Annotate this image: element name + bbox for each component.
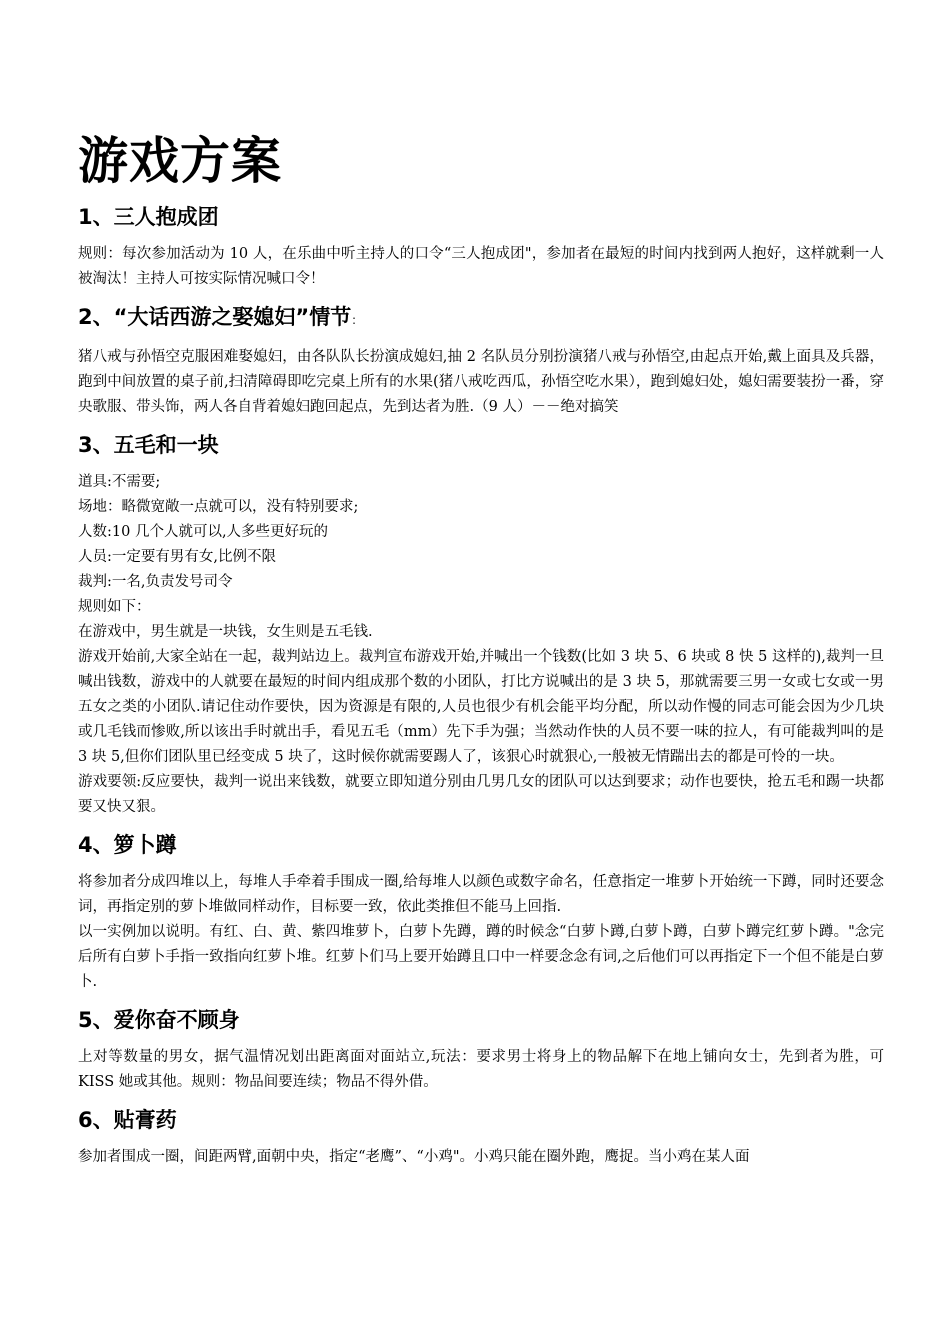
section-3 bbox=[78, 430, 884, 820]
sections-container bbox=[78, 202, 884, 1170]
section-heading bbox=[78, 430, 884, 460]
document-title: 游戏方案 bbox=[78, 132, 282, 190]
section-heading bbox=[78, 1105, 884, 1135]
paragraph: 将参加者分成四堆以上，每堆人手牵着手围成一圈,给每堆人以颜色或数字命名，任意指定一堆萝卜开始统一下蹲，同时还要念词，再指定别的萝卜堆做同样动作，目标要一致，依此类推但不能马上回指. bbox=[78, 874, 884, 915]
paragraph: 猪八戒与孙悟空克服困难娶媳妇，由各队队长扮演成媳妇,抽 2 名队员分别扮演猪八戒与孙悟空,由起点开始,戴上面具及兵器，跑到中间放置的桌子前,扫清障碍即吃完桌上所有的水果(猪八戒吃西瓜，孙悟空吃水果），跑到媳妇处，媳妇需要装扮一番，穿央歌服、带头饰，两人各自背着媳妇跑回起点，先到达者为胜.（9 人）－－绝对搞笑 bbox=[78, 349, 884, 415]
section-2 bbox=[78, 302, 884, 420]
document-page bbox=[78, 128, 884, 1180]
section-heading-text: 3、五毛和一块 bbox=[78, 433, 219, 457]
section-4 bbox=[78, 830, 884, 995]
paragraph: 参加者围成一圈，间距两臂,面朝中央，指定“老鹰”、“小鸡"。小鸡只能在圈外跑，鹰捉。当小鸡在某人面 bbox=[78, 1149, 750, 1165]
section-heading bbox=[78, 1005, 884, 1035]
section-heading-text: 2、“大话西游之娶媳妇”情节 bbox=[78, 305, 352, 329]
section-1 bbox=[78, 202, 884, 292]
paragraph: 上对等数量的男女，据气温情况划出距离面对面站立,玩法：要求男士将身上的物品解下在地上铺向女士，先到者为胜，可 KISS 她或其他。规则：物品间要连续；物品不得外借。 bbox=[78, 1049, 884, 1090]
paragraph: 场地：略微宽敞一点就可以，没有特别要求; bbox=[78, 499, 359, 515]
paragraph: 以一实例加以说明。有红、白、黄、紫四堆萝卜，白萝卜先蹲，蹲的时候念“白萝卜蹲,白萝卜蹲，白萝卜蹲完红萝卜蹲。"念完后所有白萝卜手指一致指向红萝卜堆。红萝卜们马上要开始蹲且口中一样要念念有词,之后他们可以再指定下一个但不能是白萝卜. bbox=[78, 924, 884, 990]
paragraph: 裁判:一名,负责发号司令 bbox=[78, 574, 233, 590]
section-heading bbox=[78, 830, 884, 860]
paragraph: 道具:不需要; bbox=[78, 474, 161, 490]
paragraph: 人员:一定要有男有女,比例不限 bbox=[78, 549, 276, 565]
paragraph: 人数:10 几个人就可以,人多些更好玩的 bbox=[78, 524, 329, 540]
paragraph: 游戏开始前,大家全站在一起，裁判站边上。裁判宣布游戏开始,并喊出一个钱数(比如 3 块 5、6 块或 8 快 5 这样的),裁判一旦喊出钱数，游戏中的人就要在最短的时间内组成那个数的小团队，打比方说喊出的是 3 块 5，那就需要三男一女或七女或一男五女之类的小团队.请记住动作要快，因为资源是有限的,人员也很少有机会能平均分配，所以动作慢的同志可能会因为少几块或几毛钱而惨败,所以该出手时就出手，看见五毛（mm）先下手为强；当然动作快的人员不要一味的拉人，有可能裁判叫的是 3 块 5,但你们团队里已经变成 5 块了，这时候你就需要踢人了，该狠心时就狠心,一般被无情踹出去的都是可怜的一块。 bbox=[78, 649, 884, 765]
section-heading-text: 4、箩卜蹲 bbox=[78, 833, 177, 857]
section-heading-text: 5、爱你奋不顾身 bbox=[78, 1008, 240, 1032]
paragraph: 在游戏中，男生就是一块钱，女生则是五毛钱. bbox=[78, 624, 373, 640]
section-5 bbox=[78, 1005, 884, 1095]
section-heading bbox=[78, 202, 884, 232]
paragraph: 规则如下： bbox=[78, 599, 151, 615]
paragraph: 游戏要领:反应要快，裁判一说出来钱数，就要立即知道分别由几男几女的团队可以达到要求；动作也要快，抢五毛和踢一块都要又快又狠。 bbox=[78, 774, 884, 815]
section-heading-text: 1、三人抱成团 bbox=[78, 205, 219, 229]
section-heading-suffix: ： bbox=[351, 313, 364, 327]
paragraph: 规则：每次参加活动为 10 人，在乐曲中听主持人的口令“三人抱成团"，参加者在最短的时间内找到两人抱好，这样就剩一人被淘汰！主持人可按实际情况喊口令！ bbox=[78, 246, 884, 287]
section-heading bbox=[78, 302, 884, 335]
section-heading-text: 6、贴膏药 bbox=[78, 1108, 177, 1132]
section-6 bbox=[78, 1105, 884, 1170]
